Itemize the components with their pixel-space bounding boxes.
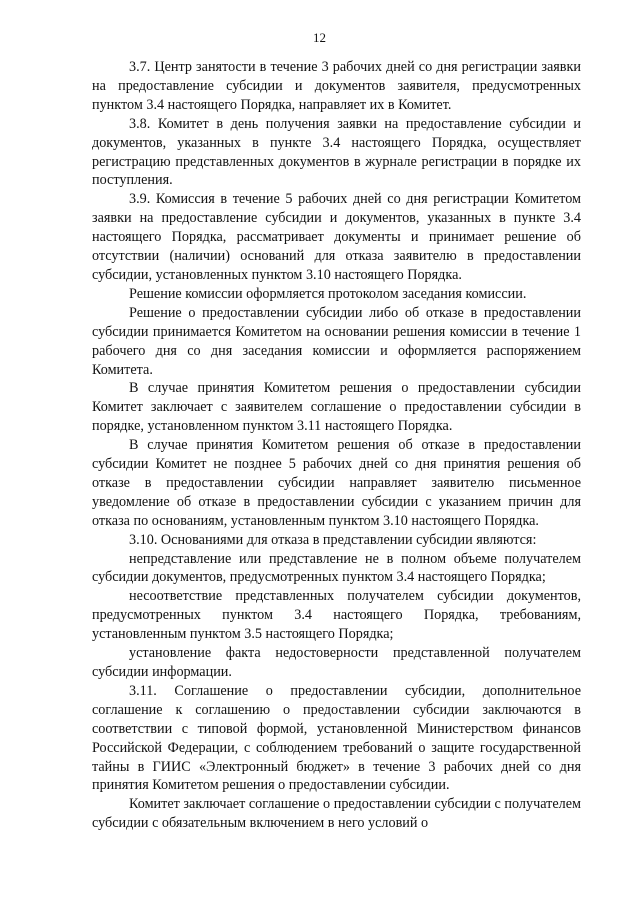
document-body: [92, 58, 581, 833]
paragraph-ground-inaccuracy: установление факта недостоверности представленной получателем субсидии информации.: [92, 645, 581, 680]
paragraph-3-9: 3.9. Комиссия в течение 5 рабочих дней со дня регистрации Комитетом заявки на предоставление субсидии и документов, указанных в пункте 3.4 настоящего Порядка, рассматривает документы и принимает решение об отсутствии (наличии) оснований для отказа заявителю в предоставлении субсидии, установленных пунктом 3.10 настоящего Порядка.: [92, 191, 581, 283]
paragraph-3-7: 3.7. Центр занятости в течение 3 рабочих дней со дня регистрации заявки на предоставление субсидии и документов заявителя, предусмотренных пунктом 3.4 настоящего Порядка, направляет их в Комитет.: [92, 59, 581, 113]
paragraph-refusal-case: В случае принятия Комитетом решения об отказе в предоставлении субсидии Комитет не позднее 5 рабочих дней со дня принятия решения об отказе в предоставлении субсидии направляет заявителю письменное уведомление об отказе в предоставлении субсидии с указанием причин для отказа по основаниям, установленным пунктом 3.10 настоящего Порядка.: [92, 437, 581, 529]
paragraph-agreement-conditions: Комитет заключает соглашение о предоставлении субсидии с получателем субсидии с обязательным включением в него условий о: [92, 796, 581, 832]
paragraph-decision-on-subsidy: Решение о предоставлении субсидии либо об отказе в предоставлении субсидии принимается Комитетом на основании решения комиссии в течение 1 рабочего дня со дня заседания комиссии и оформляется распоряжением Комитета.: [92, 304, 581, 378]
paragraph-ground-noncompliance: несоответствие представленных получателем субсидии документов, предусмотренных пунктом 3.4 настоящего Порядка, требованиям, установленным пунктом 3.5 настоящего Порядка;: [92, 588, 581, 643]
paragraph-ground-incomplete-documents: непредставление или представление не в полном объеме получателем субсидии документов, предусмотренных пунктом 3.4 настоящего Порядка;: [92, 550, 581, 586]
paragraph-commission-decision: Решение комиссии оформляется протоколом заседания комиссии.: [129, 285, 527, 302]
paragraph-3-11: 3.11. Соглашение о предоставлении субсидии, дополнительное соглашение к соглашению о предоставлении субсидии заключаются в соответствии с типовой формой, установленной Министерством финансов Российской Федерации, с соблюдением требований о защите государственной тайны в ГИИС «Электронный бюджет» в течение 3 рабочих дней со дня принятия Комитетом решения о предоставлении субсидии.: [92, 682, 581, 794]
paragraph-3-10: 3.10. Основаниями для отказа в представлении субсидии являются:: [129, 531, 537, 548]
paragraph-3-8: 3.8. Комитет в день получения заявки на предоставление субсидии и документов, указанных в пункте 3.4 настоящего Порядка, осуществляет регистрацию представленных документов в журнале регистрации в порядке их поступления.: [92, 115, 581, 189]
paragraph-grant-case: В случае принятия Комитетом решения о предоставлении субсидии Комитет заключает с заявителем соглашение о предоставлении субсидии в порядке, установленном пунктом 3.11 настоящего Порядка.: [92, 380, 581, 435]
page-number: 12: [313, 30, 326, 45]
